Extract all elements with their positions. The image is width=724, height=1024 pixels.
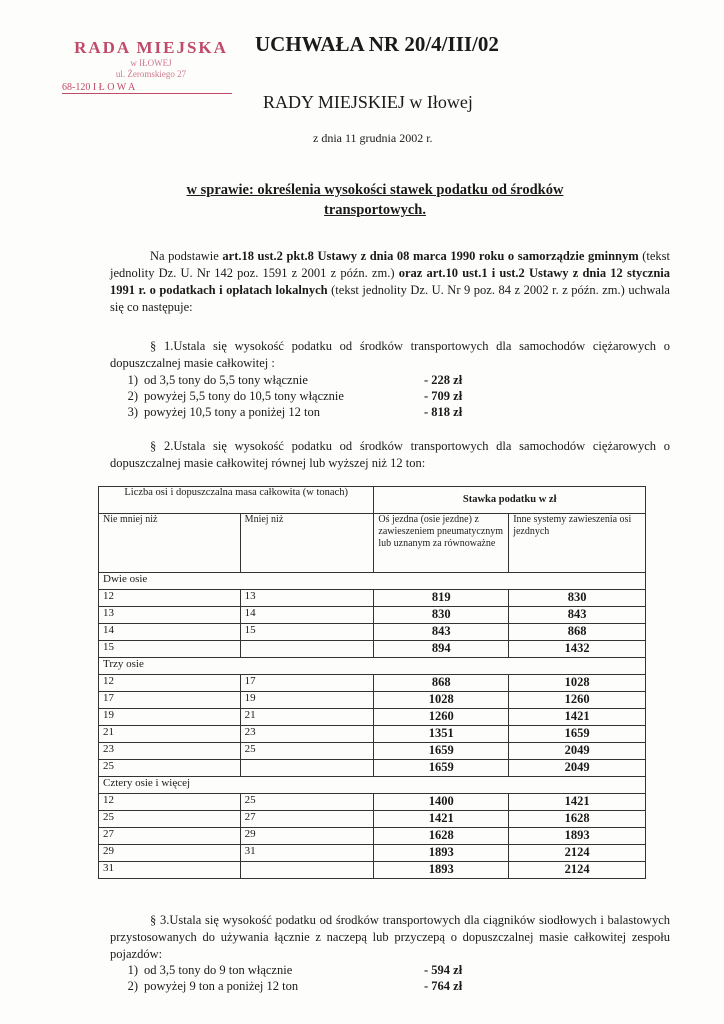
cell-rate-pneumatic: 868: [374, 675, 509, 692]
cell-min-weight: 17: [99, 692, 241, 709]
preamble: [110, 248, 670, 316]
cell-rate-other: 868: [509, 624, 646, 641]
item-text: od 3,5 tony do 9 ton włącznie: [144, 963, 293, 977]
preamble-text-1: Na podstawie: [150, 249, 223, 263]
item-number: 2): [127, 389, 138, 403]
cell-max-weight: 15: [240, 624, 374, 641]
cell-min-weight: 13: [99, 607, 241, 624]
cell-max-weight: [240, 760, 374, 777]
cell-min-weight: 12: [99, 794, 241, 811]
section-2-text: § 2.Ustala się wysokość podatku od środków transportowych dla samochodów ciężarowych o dopuszczalnej masie całkowitej równej lub wyższej niż 12 ton:: [110, 439, 670, 470]
preamble-legal-basis-2: oraz art.10 ust.1 i ust.2 Ustawy z dnia 12 stycznia 1991 r. o podatkach i opłatach lokalnych: [110, 266, 671, 297]
section-1-text: § 1.Ustala się wysokość podatku od środków transportowych dla samochodów ciężarowych o dopuszczalnej masie całkowitej :: [110, 339, 670, 370]
cell-rate-other: 1432: [509, 641, 646, 658]
cell-min-weight: 23: [99, 743, 241, 760]
section-3: [110, 912, 670, 963]
list-item: [108, 978, 494, 994]
header-min: Nie mniej niż: [99, 514, 241, 573]
cell-min-weight: 19: [99, 709, 241, 726]
cell-min-weight: 12: [99, 675, 241, 692]
item-number: 2): [127, 979, 138, 993]
header-other-suspension: Inne systemy zawieszenia osi jezdnych: [509, 514, 646, 573]
item-amount: - 228 zł: [424, 373, 463, 387]
item-number: 3): [127, 405, 138, 419]
table-row: [99, 862, 646, 879]
cell-rate-pneumatic: 1659: [374, 743, 509, 760]
cell-rate-other: 830: [509, 590, 646, 607]
table-row: [99, 743, 646, 760]
table-row: [99, 675, 646, 692]
item-amount: - 818 zł: [424, 405, 463, 419]
office-stamp: [62, 38, 240, 94]
cell-rate-other: 1893: [509, 828, 646, 845]
preamble-text-3: (tekst jednolity Dz. U. Nr 9 poz. 84 z 2002 r. z późn. zm.) uchwala się co następuje:: [110, 283, 670, 314]
axle-group-label: Cztery osie i więcej: [99, 777, 646, 794]
cell-min-weight: 12: [99, 590, 241, 607]
cell-min-weight: 27: [99, 828, 241, 845]
cell-min-weight: 25: [99, 760, 241, 777]
table-row: [99, 607, 646, 624]
cell-max-weight: 17: [240, 675, 374, 692]
cell-rate-other: 2124: [509, 862, 646, 879]
section-3-text: § 3.Ustala się wysokość podatku od środków transportowych dla ciągników siodłowych i balastowych przystosowanych do używania łącznie z naczepą lub przyczepą o dopuszczalnej masie całkowitej zespołu pojazdów:: [110, 913, 670, 961]
preamble-legal-basis-1: art.18 ust.2 pkt.8 Ustawy z dnia 08 marca 1990 roku o samorządzie gminnym: [222, 249, 639, 263]
cell-max-weight: 31: [240, 845, 374, 862]
cell-rate-other: 2049: [509, 743, 646, 760]
cell-rate-pneumatic: 1028: [374, 692, 509, 709]
cell-min-weight: 15: [99, 641, 241, 658]
item-amount: - 764 zł: [424, 979, 463, 993]
cell-max-weight: 25: [240, 743, 374, 760]
cell-max-weight: 19: [240, 692, 374, 709]
table-row: [99, 811, 646, 828]
axle-group-label: Dwie osie: [99, 573, 646, 590]
item-amount: - 594 zł: [424, 963, 463, 977]
preamble-text: [110, 248, 670, 316]
cell-min-weight: 14: [99, 624, 241, 641]
cell-max-weight: 13: [240, 590, 374, 607]
cell-rate-pneumatic: 1351: [374, 726, 509, 743]
section-1: [110, 338, 670, 372]
cell-max-weight: 29: [240, 828, 374, 845]
item-number: 1): [127, 373, 138, 387]
cell-rate-pneumatic: 843: [374, 624, 509, 641]
list-item: [108, 962, 494, 978]
header-max: Mniej niż: [240, 514, 374, 573]
cell-rate-pneumatic: 1421: [374, 811, 509, 828]
cell-rate-other: 1421: [509, 794, 646, 811]
table-row: [99, 828, 646, 845]
table-row: [99, 590, 646, 607]
cell-rate-pneumatic: 1893: [374, 862, 509, 879]
item-text: powyżej 10,5 tony a poniżej 12 ton: [144, 405, 321, 419]
cell-min-weight: 25: [99, 811, 241, 828]
cell-rate-pneumatic: 894: [374, 641, 509, 658]
cell-max-weight: 27: [240, 811, 374, 828]
cell-rate-other: 1260: [509, 692, 646, 709]
cell-max-weight: 23: [240, 726, 374, 743]
section-3-list: [108, 962, 494, 994]
header-tax-rate: Stawka podatku w zł: [374, 487, 646, 514]
cell-rate-other: 2124: [509, 845, 646, 862]
item-text: powyżej 5,5 tony do 10,5 tony włącznie: [144, 389, 344, 403]
cell-rate-pneumatic: 819: [374, 590, 509, 607]
item-number: 1): [127, 963, 138, 977]
resolution-date: z dnia 11 grudnia 2002 r.: [313, 131, 433, 145]
table-row: [99, 794, 646, 811]
cell-max-weight: 25: [240, 794, 374, 811]
cell-rate-pneumatic: 1260: [374, 709, 509, 726]
cell-rate-other: 1421: [509, 709, 646, 726]
list-item: [108, 388, 494, 404]
cell-min-weight: 21: [99, 726, 241, 743]
tax-rate-table: [98, 486, 646, 879]
cell-rate-pneumatic: 830: [374, 607, 509, 624]
header-axles-weight: Liczba osi i dopuszczalna masa całkowita (w tonach): [99, 487, 374, 514]
table-row: [99, 726, 646, 743]
list-item: [108, 404, 494, 420]
cell-max-weight: [240, 862, 374, 879]
stamp-line-2: w IŁOWEJ: [130, 58, 172, 68]
table-row: [99, 760, 646, 777]
table-row: [99, 641, 646, 658]
axle-group-label: Trzy osie: [99, 658, 646, 675]
cell-max-weight: 21: [240, 709, 374, 726]
cell-rate-other: 1028: [509, 675, 646, 692]
cell-rate-pneumatic: 1893: [374, 845, 509, 862]
item-amount: - 709 zł: [424, 389, 463, 403]
section-1-list: [108, 372, 494, 420]
item-text: od 3,5 tony do 5,5 tony włącznie: [144, 373, 308, 387]
cell-rate-pneumatic: 1659: [374, 760, 509, 777]
stamp-line-4: 68-120 I Ł O W A: [62, 82, 232, 94]
cell-max-weight: [240, 641, 374, 658]
table-row: [99, 709, 646, 726]
table-row: [99, 845, 646, 862]
cell-rate-other: 1628: [509, 811, 646, 828]
cell-rate-pneumatic: 1400: [374, 794, 509, 811]
header-pneumatic: Oś jezdna (osie jezdne) z zawieszeniem pneumatycznym lub uznanym za równoważne: [374, 514, 509, 573]
section-2: [110, 438, 670, 472]
cell-max-weight: 14: [240, 607, 374, 624]
resolution-subject: w sprawie: określenia wysokości stawek podatku od środków transportowych.: [186, 182, 564, 218]
list-item: [108, 372, 494, 388]
table-row: [99, 692, 646, 709]
cell-min-weight: 31: [99, 862, 241, 879]
cell-rate-other: 2049: [509, 760, 646, 777]
preamble-text-2: (tekst jednolity Dz. U. Nr 142 poz. 1591 z 2001 z późn. zm.): [110, 249, 670, 280]
cell-min-weight: 29: [99, 845, 241, 862]
cell-rate-other: 843: [509, 607, 646, 624]
cell-rate-other: 1659: [509, 726, 646, 743]
cell-rate-pneumatic: 1628: [374, 828, 509, 845]
stamp-line-1: RADA MIEJSKA: [74, 38, 228, 57]
item-text: powyżej 9 ton a poniżej 12 ton: [144, 979, 299, 993]
stamp-line-3: ul. Żeromskiego 27: [115, 69, 187, 79]
council-name: RADY MIEJSKIEJ w Iłowej: [263, 92, 473, 112]
table-row: [99, 624, 646, 641]
resolution-title: UCHWAŁA NR 20/4/III/02: [255, 32, 499, 56]
